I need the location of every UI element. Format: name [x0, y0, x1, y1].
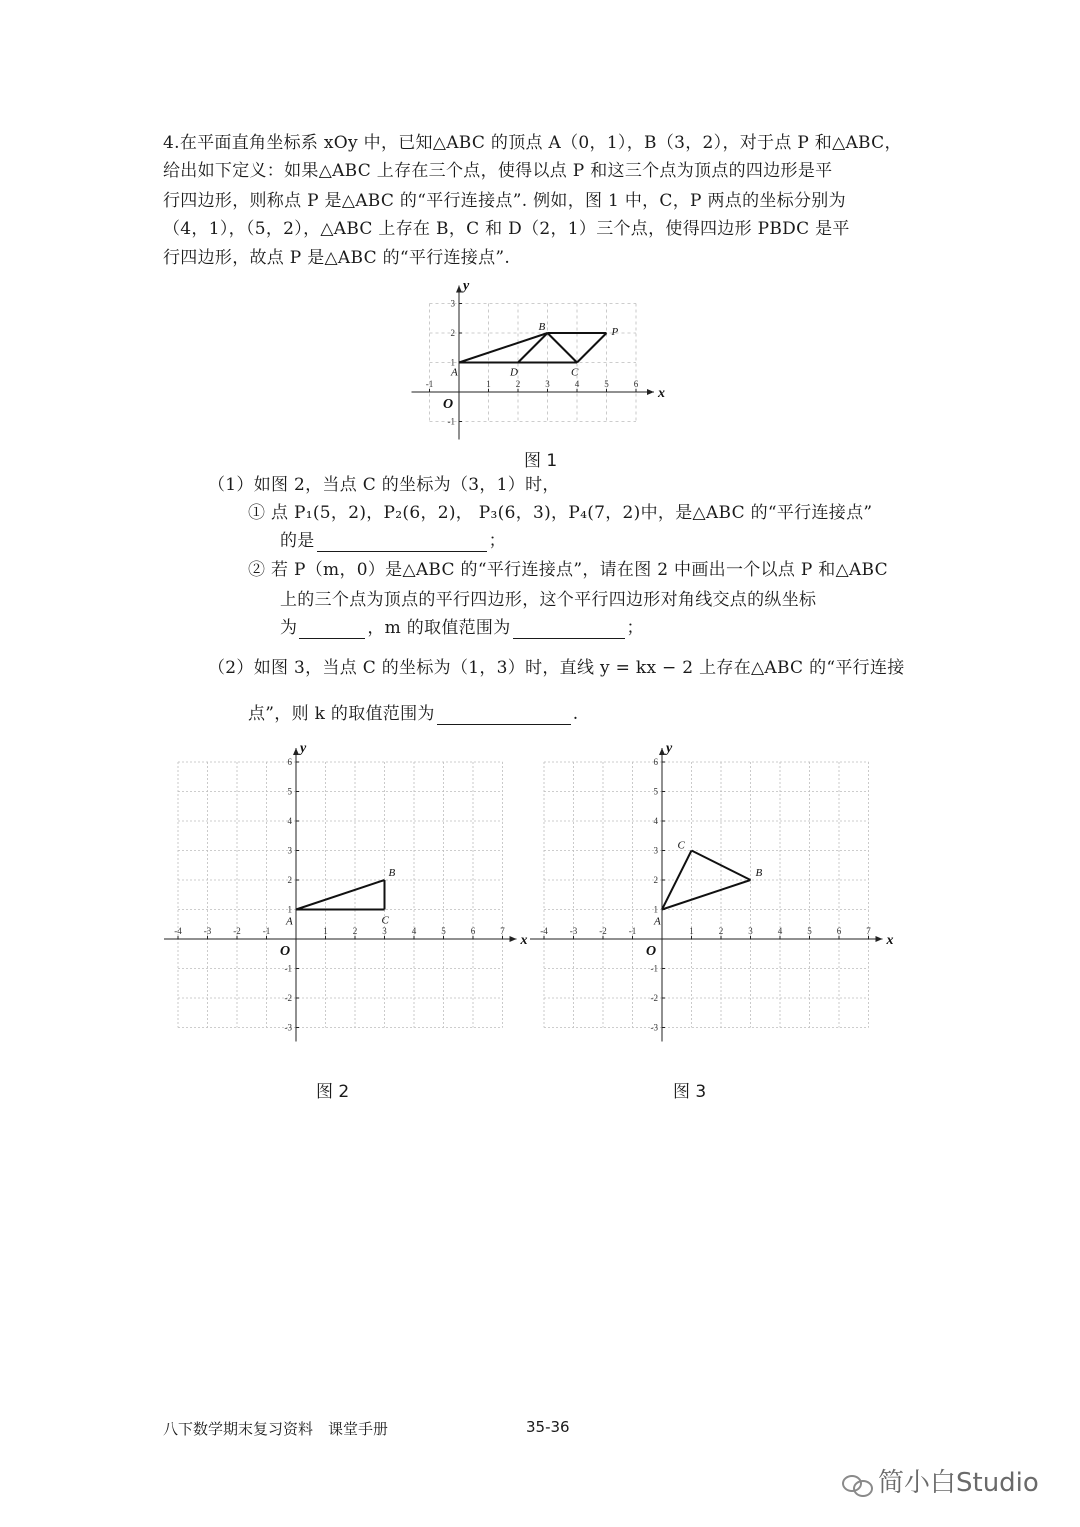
- part2-prefix: 点”，则 k 的取值范围为: [248, 704, 435, 724]
- watermark-text: 简小白Studio: [878, 1468, 1039, 1498]
- y-axis-label: y: [463, 278, 470, 294]
- x-tick-label: 5: [604, 379, 609, 389]
- problem-line-5: 行四边形，故点 P 是△ABC 的“平行连接点”.: [163, 248, 511, 268]
- x-axis-label: x: [886, 933, 894, 948]
- point-label-P: P: [611, 326, 619, 338]
- part1-q2-line1: ② 若 P（m，0）是△ABC 的“平行连接点”，请在图 2 中画出一个以点 P 和△ABC: [248, 560, 888, 580]
- x-tick-label: -4: [174, 926, 182, 936]
- y-axis-label: y: [666, 741, 673, 756]
- x-tick-label: 3: [748, 926, 753, 936]
- point-label-B: B: [755, 867, 763, 879]
- q1-answer-suffix: ；: [488, 531, 506, 551]
- x-axis-label: x: [520, 933, 528, 948]
- problem-line-2: 给出如下定义：如果△ABC 上存在三个点，使得以点 P 和这三个点为顶点的四边形是平: [163, 161, 833, 181]
- x-tick-label: 2: [718, 926, 724, 936]
- part2-line1: （2）如图 3，当点 C 的坐标为（1，3）时，直线 y = kx − 2 上存在△ABC 的“平行连接: [208, 658, 905, 678]
- y-tick-label: -1: [447, 416, 455, 427]
- x-tick-label: 3: [545, 379, 550, 389]
- point-label-D: D: [510, 366, 518, 379]
- x-tick-label: 2: [352, 926, 358, 936]
- x-tick-label: -1: [262, 926, 271, 936]
- x-tick-label: 7: [500, 926, 505, 936]
- q2-prefix: 为: [280, 618, 298, 638]
- x-tick-label: 4: [777, 926, 783, 936]
- figure-1-caption: 图 1: [524, 451, 558, 471]
- y-tick-label: 1: [653, 904, 658, 915]
- point-label-A: A: [286, 915, 293, 928]
- y-tick-label: 4: [287, 816, 292, 826]
- x-tick-label: -2: [599, 926, 607, 936]
- x-tick-label: -1: [628, 926, 637, 936]
- part1-q1-line1: ① 点 P₁(5，2)，P₂(6，2)， P₃(6，3)，P₄(7，2)中，是△ABC 的“平行连接点”: [248, 503, 873, 523]
- x-tick-label: 4: [411, 926, 417, 936]
- chat-bubble-icon: [842, 1473, 872, 1495]
- y-tick-label: 1: [450, 357, 455, 368]
- y-tick-label: 6: [287, 757, 292, 767]
- x-tick-label: 1: [486, 379, 491, 389]
- y-tick-label: 3: [287, 845, 292, 856]
- x-axis-label: x: [658, 386, 665, 401]
- y-tick-label: -2: [284, 993, 292, 1003]
- y-tick-label: 6: [653, 757, 658, 767]
- q1-answer-prefix: 的是: [280, 531, 315, 551]
- y-tick-label: -2: [650, 993, 658, 1003]
- x-tick-label: -3: [569, 926, 578, 936]
- watermark: [842, 1462, 1039, 1499]
- part1-intro: （1）如图 2，当点 C 的坐标为（3，1）时，: [208, 475, 560, 495]
- x-tick-label: -2: [233, 926, 241, 936]
- point-label-A: A: [654, 915, 661, 928]
- problem-line-4: （4，1），（5，2），△ABC 上存在 B，C 和 D（2，1）三个点，使得四边形 PBDC 是平: [163, 219, 850, 239]
- x-tick-label: 3: [382, 926, 387, 936]
- point-label-C: C: [381, 914, 389, 927]
- x-tick-label: -3: [203, 926, 212, 936]
- x-tick-label: 7: [866, 926, 871, 936]
- y-tick-label: -3: [650, 1022, 658, 1033]
- point-label-B: B: [538, 321, 546, 333]
- origin-label: O: [646, 944, 657, 959]
- x-tick-label: 5: [441, 926, 446, 936]
- y-tick-label: 5: [287, 786, 292, 797]
- y-tick-label: 2: [450, 328, 455, 338]
- point-label-A: A: [451, 366, 458, 379]
- point-label-B: B: [388, 867, 396, 879]
- part2-suffix: .: [572, 704, 579, 724]
- x-tick-label: 5: [807, 926, 812, 936]
- y-tick-label: 1: [287, 904, 292, 915]
- y-axis-arrow-icon: [659, 748, 665, 755]
- x-tick-label: 4: [574, 379, 580, 389]
- figure-3-caption: 图 3: [673, 1082, 707, 1102]
- problem-line-1: 4.在平面直角坐标系 xOy 中，已知△ABC 的顶点 A（0，1），B（3，2），对于点 P 和△ABC，: [163, 133, 902, 153]
- y-tick-label: 2: [653, 875, 658, 885]
- x-tick-label: 2: [515, 379, 521, 389]
- x-axis-arrow-icon: [876, 936, 883, 942]
- x-tick-label: -1: [425, 379, 434, 389]
- y-axis-label: y: [300, 741, 307, 756]
- y-tick-label: 4: [653, 816, 658, 826]
- problem-line-3: 行四边形，则称点 P 是△ABC 的“平行连接点”. 例如，图 1 中，C，P 两点的坐标分别为: [163, 191, 846, 211]
- y-tick-label: 3: [653, 845, 658, 856]
- x-tick-label: 6: [836, 926, 842, 936]
- x-tick-label: -4: [540, 926, 548, 936]
- part1-q2-line2: 上的三个点为顶点的平行四边形，这个平行四边形对角线交点的纵坐标: [280, 590, 817, 610]
- origin-label: O: [443, 397, 454, 412]
- y-tick-label: 3: [450, 298, 455, 309]
- q2-suffix: ；: [626, 618, 644, 638]
- y-tick-label: 5: [653, 786, 658, 797]
- origin-label: O: [280, 944, 291, 959]
- y-tick-label: -3: [284, 1022, 292, 1033]
- y-tick-label: -1: [650, 963, 658, 974]
- q2-mid: ，m 的取值范围为: [367, 618, 511, 638]
- footer-title: 八下数学期末复习资料 课堂手册: [163, 1420, 389, 1438]
- x-tick-label: 1: [689, 926, 694, 936]
- footer-page-number: 35-36: [526, 1418, 570, 1436]
- figure-2-caption: 图 2: [316, 1082, 350, 1102]
- x-tick-label: 6: [470, 926, 476, 936]
- x-tick-label: 6: [633, 379, 639, 389]
- x-tick-label: 1: [323, 926, 328, 936]
- y-tick-label: -1: [284, 963, 292, 974]
- point-label-C: C: [571, 366, 579, 379]
- point-label-C: C: [677, 839, 685, 852]
- y-tick-label: 2: [287, 875, 292, 885]
